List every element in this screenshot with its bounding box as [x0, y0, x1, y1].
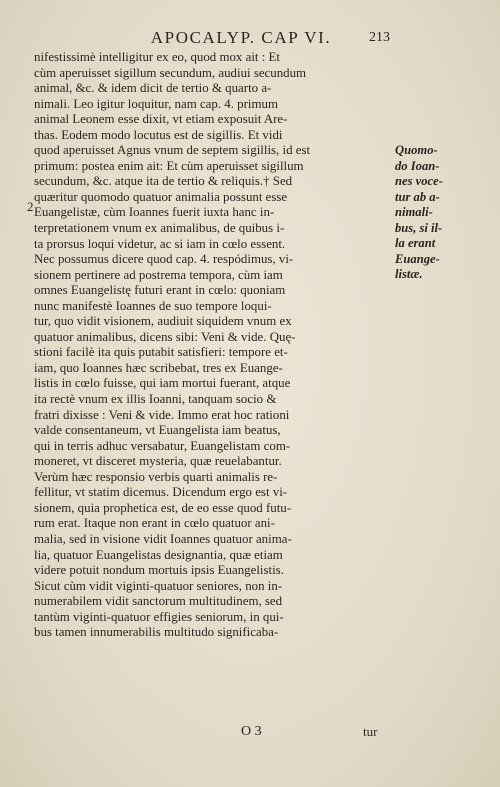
- text-line: Nec possumus dicere quod cap. 4. respódimus, vi-: [34, 252, 294, 267]
- text-line: tantùm viginti-quatuor effigies seniorum, in qui-: [34, 609, 284, 624]
- side-note-line: nes voce-: [395, 174, 443, 189]
- main-text: [34, 50, 394, 641]
- text-line: fratri dixisse : Veni & vide. Immo erat hoc rationi: [34, 407, 290, 422]
- text-line: terpretationem vnum ex animalibus, de quibus i-: [34, 221, 285, 236]
- text-line: animal, &c. & idem dicit de tertio & quarto a-: [34, 81, 272, 96]
- catchword: tur: [363, 724, 378, 739]
- text-line: cùm aperuisset sigillum secundum, audiui secundum: [34, 65, 307, 80]
- text-line: nimali. Leo igitur loquitur, nam cap. 4. primum: [34, 96, 279, 111]
- text-line: malia, sed in visione vidit Ioannes quatuor anima-: [34, 531, 292, 546]
- text-line: quod aperuisset Agnus vnum de septem sigillis, id est: [34, 143, 311, 158]
- text-line: listis in cœlo fuisse, qui iam mortui fuerant, atque: [34, 376, 291, 391]
- side-note-line: nimali-: [395, 205, 433, 220]
- signature-mark: O 3: [241, 724, 262, 739]
- text-line: nunc manifestè Ioannes de suo tempore loqui-: [34, 298, 272, 313]
- text-line: secundum, &c. atque ita de tertio & reliquis.† Sed: [34, 174, 293, 189]
- side-note-line: bus, si il-: [395, 220, 443, 235]
- text-line: sionem pertinere ad postrema tempora, cùm iam: [34, 267, 283, 282]
- text-line: Verùm hæc responsio verbis quarti animalis re-: [34, 469, 278, 484]
- text-line: fellitur, vt statim dicemus. Dicendum ergo est vi-: [34, 485, 288, 500]
- text-line: primum: postea enim ait: Et cùm aperuisset sigillum: [34, 158, 304, 173]
- side-note-line: Euange-: [395, 251, 440, 266]
- running-head: APOCALYP. CAP VI.: [150, 28, 332, 47]
- text-line: iam, quo Ioannes hæc scribebat, tres ex Euange-: [34, 360, 283, 375]
- text-line: videre potuit nondum mortuis ipsis Euangelistis.: [34, 563, 284, 578]
- text-line: tur, quo vidit visionem, audiuit siquidem vnum ex: [34, 314, 292, 329]
- text-line: rum erat. Itaque non erant in cœlo quatuor ani-: [34, 516, 275, 531]
- text-line: omnes Euangelistę futuri erant in cœlo: quoniam: [34, 283, 286, 298]
- side-note-line: la erant: [395, 236, 436, 251]
- side-note-line: Quomo-: [395, 143, 438, 157]
- text-line: valde consentaneum, vt Euangelista iam beatus,: [34, 423, 281, 438]
- side-note: [395, 143, 465, 283]
- page-number: 213: [369, 30, 390, 45]
- text-line: animal Leonem esse dixit, vt etiam exposuit Are-: [34, 112, 288, 127]
- text-line: ita rectè vnum ex illis Ioanni, tanquam socio &: [34, 392, 277, 407]
- side-note-line: tur ab a-: [395, 189, 440, 204]
- text-line: lia, quatuor Euangelistas designantia, quæ etiam: [34, 547, 283, 562]
- text-line: moneret, vt disceret mysteria, quæ reuelabantur.: [34, 454, 282, 469]
- text-line: Euangelistæ, cùm Ioannes fuerit iuxta hanc in-: [34, 205, 275, 220]
- text-line: quæritur quomodo quatuor animalia possunt esse: [34, 189, 288, 204]
- text-line: quatuor animalibus, dicens sibi: Veni & vide. Quę-: [34, 329, 296, 344]
- side-note-line: listæ.: [395, 267, 423, 282]
- text-line: ta prorsus loqui videtur, ac si iam in cœlo essent.: [34, 236, 286, 251]
- text-line: numerabilem vidit sanctorum multitudinem, sed: [34, 594, 283, 609]
- margin-mark: 2: [27, 199, 34, 214]
- text-line: bus tamen innumerabilis multitudo significaba-: [34, 625, 279, 640]
- text-line: nifestissimè intelligitur ex eo, quod mox ait : Et: [34, 50, 280, 64]
- text-line: qui in terris adhuc versabatur, Euangelistam com-: [34, 438, 291, 453]
- side-note-line: do Ioan-: [395, 158, 440, 173]
- text-line: thas. Eodem modo locutus est de sigillis. Et vidi: [34, 127, 283, 142]
- text-line: Sicut cùm vidit viginti-quatuor seniores, non in-: [34, 578, 283, 593]
- text-line: stioni facilè ita quis putabit satisfieri: tempore et-: [34, 345, 288, 360]
- text-line: sionem, quia prophetica est, de eo esse quod futu-: [34, 500, 292, 515]
